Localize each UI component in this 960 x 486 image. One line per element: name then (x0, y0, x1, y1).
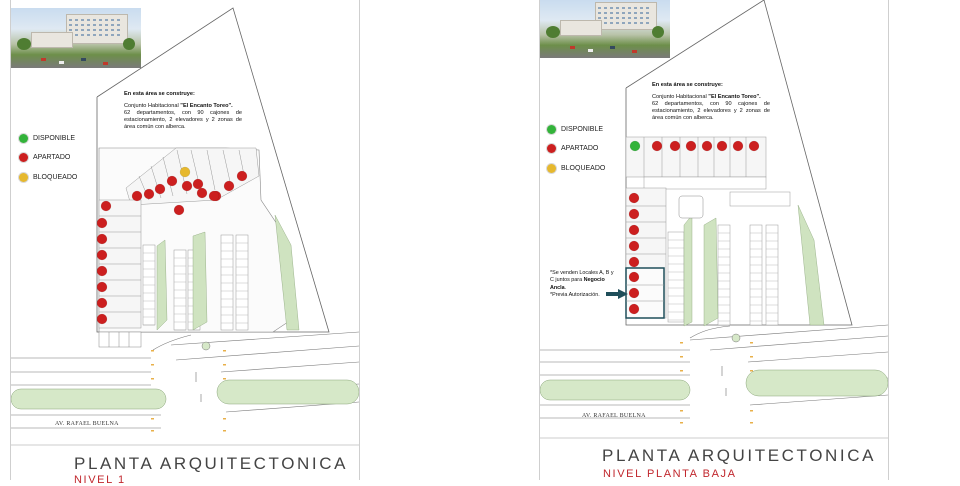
road-mark (151, 378, 154, 380)
unit-status-reserved[interactable] (733, 141, 743, 151)
road-mark (680, 342, 683, 344)
road-mark (223, 378, 226, 380)
unit-status-reserved[interactable] (97, 218, 107, 228)
page-subtitle: NIVEL 1 (74, 474, 126, 486)
legend-label: APARTADO (561, 145, 599, 152)
available-dot-icon (19, 134, 28, 143)
note-bold: Ancla (550, 284, 565, 291)
unit-status-reserved[interactable] (629, 225, 639, 235)
unit-status-reserved[interactable] (224, 181, 234, 191)
unit-status-reserved[interactable] (629, 288, 639, 298)
blocked-dot-icon (547, 164, 556, 173)
project-name: "El Encanto Toreo". (708, 94, 761, 100)
legend-label: APARTADO (33, 154, 71, 161)
road-mark (680, 422, 683, 424)
sale-note (550, 270, 630, 300)
road-mark (750, 422, 753, 424)
legend-item-blocked (19, 172, 77, 182)
street-label: AV. RAFAEL BUELNA (55, 421, 119, 427)
road-mark (750, 342, 753, 344)
unit-status-reserved[interactable] (670, 141, 680, 151)
road-mark (750, 370, 753, 372)
project-name: "El Encanto Toreo". (180, 103, 233, 109)
unit-status-reserved[interactable] (193, 179, 203, 189)
road-mark (223, 430, 226, 432)
legend-label: DISPONIBLE (561, 125, 604, 133)
legend-label: BLOQUEADO (33, 173, 78, 181)
legend-item-reserved (547, 144, 605, 154)
road-mark (680, 410, 683, 412)
page-subtitle: NIVEL PLANTA BAJA (603, 468, 737, 480)
plan-sheet-nivel-1 (10, 0, 360, 486)
unit-status-available[interactable] (630, 141, 640, 151)
legend-label: BLOQUEADO (561, 164, 606, 172)
unit-status-reserved[interactable] (155, 184, 165, 194)
legend-item-reserved (19, 153, 77, 163)
unit-status-reserved[interactable] (629, 304, 639, 314)
unit-status-reserved[interactable] (167, 176, 177, 186)
unit-status-reserved[interactable] (717, 141, 727, 151)
reserved-dot-icon (19, 153, 28, 162)
road-mark (750, 410, 753, 412)
unit-status-reserved[interactable] (686, 141, 696, 151)
street-label: AV. RAFAEL BUELNA (582, 413, 646, 419)
status-legend (547, 124, 605, 183)
unit-status-reserved[interactable] (144, 189, 154, 199)
road-mark (680, 370, 683, 372)
unit-status-reserved[interactable] (629, 257, 639, 267)
road-mark (151, 430, 154, 432)
project-info (652, 82, 770, 122)
unit-status-reserved[interactable] (197, 188, 207, 198)
site-plan-planta-baja (540, 0, 888, 480)
legend-item-available (547, 124, 605, 134)
road-mark (151, 418, 154, 420)
page-title: PLANTA ARQUITECTONICA (602, 446, 877, 465)
note-line: C juntos para (550, 277, 583, 284)
unit-status-reserved[interactable] (629, 209, 639, 219)
unit-status-reserved[interactable] (629, 241, 639, 251)
note-line: *Se venden Locales A, B y (550, 270, 614, 276)
status-legend (19, 133, 77, 192)
unit-status-reserved[interactable] (97, 282, 107, 292)
unit-status-reserved[interactable] (97, 298, 107, 308)
unit-status-reserved[interactable] (97, 314, 107, 324)
unit-status-reserved[interactable] (97, 266, 107, 276)
legend-item-available (19, 133, 77, 143)
road-mark (680, 356, 683, 358)
site-plan-nivel-1 (11, 0, 359, 480)
road-mark (223, 418, 226, 420)
road-mark (223, 350, 226, 352)
unit-status-reserved[interactable] (132, 191, 142, 201)
unit-status-reserved[interactable] (652, 141, 662, 151)
info-body: 62 departamentos, con 90 cajones de estacionamiento, 2 elevadores y 2 zonas de área común con alberca. (652, 101, 770, 121)
unit-status-reserved[interactable] (97, 250, 107, 260)
unit-status-reserved[interactable] (174, 205, 184, 215)
road-mark (223, 364, 226, 366)
road-mark (750, 356, 753, 358)
blocked-dot-icon (19, 173, 28, 182)
legend-label: DISPONIBLE (33, 134, 76, 142)
unit-status-reserved[interactable] (629, 272, 639, 282)
legend-item-blocked (547, 163, 605, 173)
info-heading: En esta área se construye: (652, 82, 723, 88)
note-bold: Negocio (583, 277, 605, 284)
unit-status-reserved[interactable] (101, 201, 111, 211)
unit-status-reserved[interactable] (629, 193, 639, 203)
road-mark (151, 350, 154, 352)
unit-status-blocked[interactable] (180, 167, 190, 177)
reserved-dot-icon (547, 144, 556, 153)
available-dot-icon (547, 125, 556, 134)
page-title: PLANTA ARQUITECTONICA (74, 454, 349, 473)
unit-status-reserved[interactable] (209, 191, 219, 201)
project-info (124, 91, 242, 131)
unit-status-reserved[interactable] (182, 181, 192, 191)
info-heading: En esta área se construye: (124, 91, 195, 97)
unit-status-reserved[interactable] (749, 141, 759, 151)
info-prefix: Conjunto Habitacional (652, 94, 707, 100)
info-prefix: Conjunto Habitacional (124, 103, 179, 109)
note-line: . (564, 284, 567, 291)
road-mark (151, 364, 154, 366)
unit-status-reserved[interactable] (97, 234, 107, 244)
note-line: *Previa Autorización. (550, 292, 600, 299)
plan-sheet-planta-baja (539, 0, 889, 480)
info-body: 62 departamentos, con 90 cajones de estacionamiento, 2 elevadores y 2 zonas de área común con alberca. (124, 110, 242, 130)
unit-status-reserved[interactable] (702, 141, 712, 151)
unit-status-reserved[interactable] (237, 171, 247, 181)
